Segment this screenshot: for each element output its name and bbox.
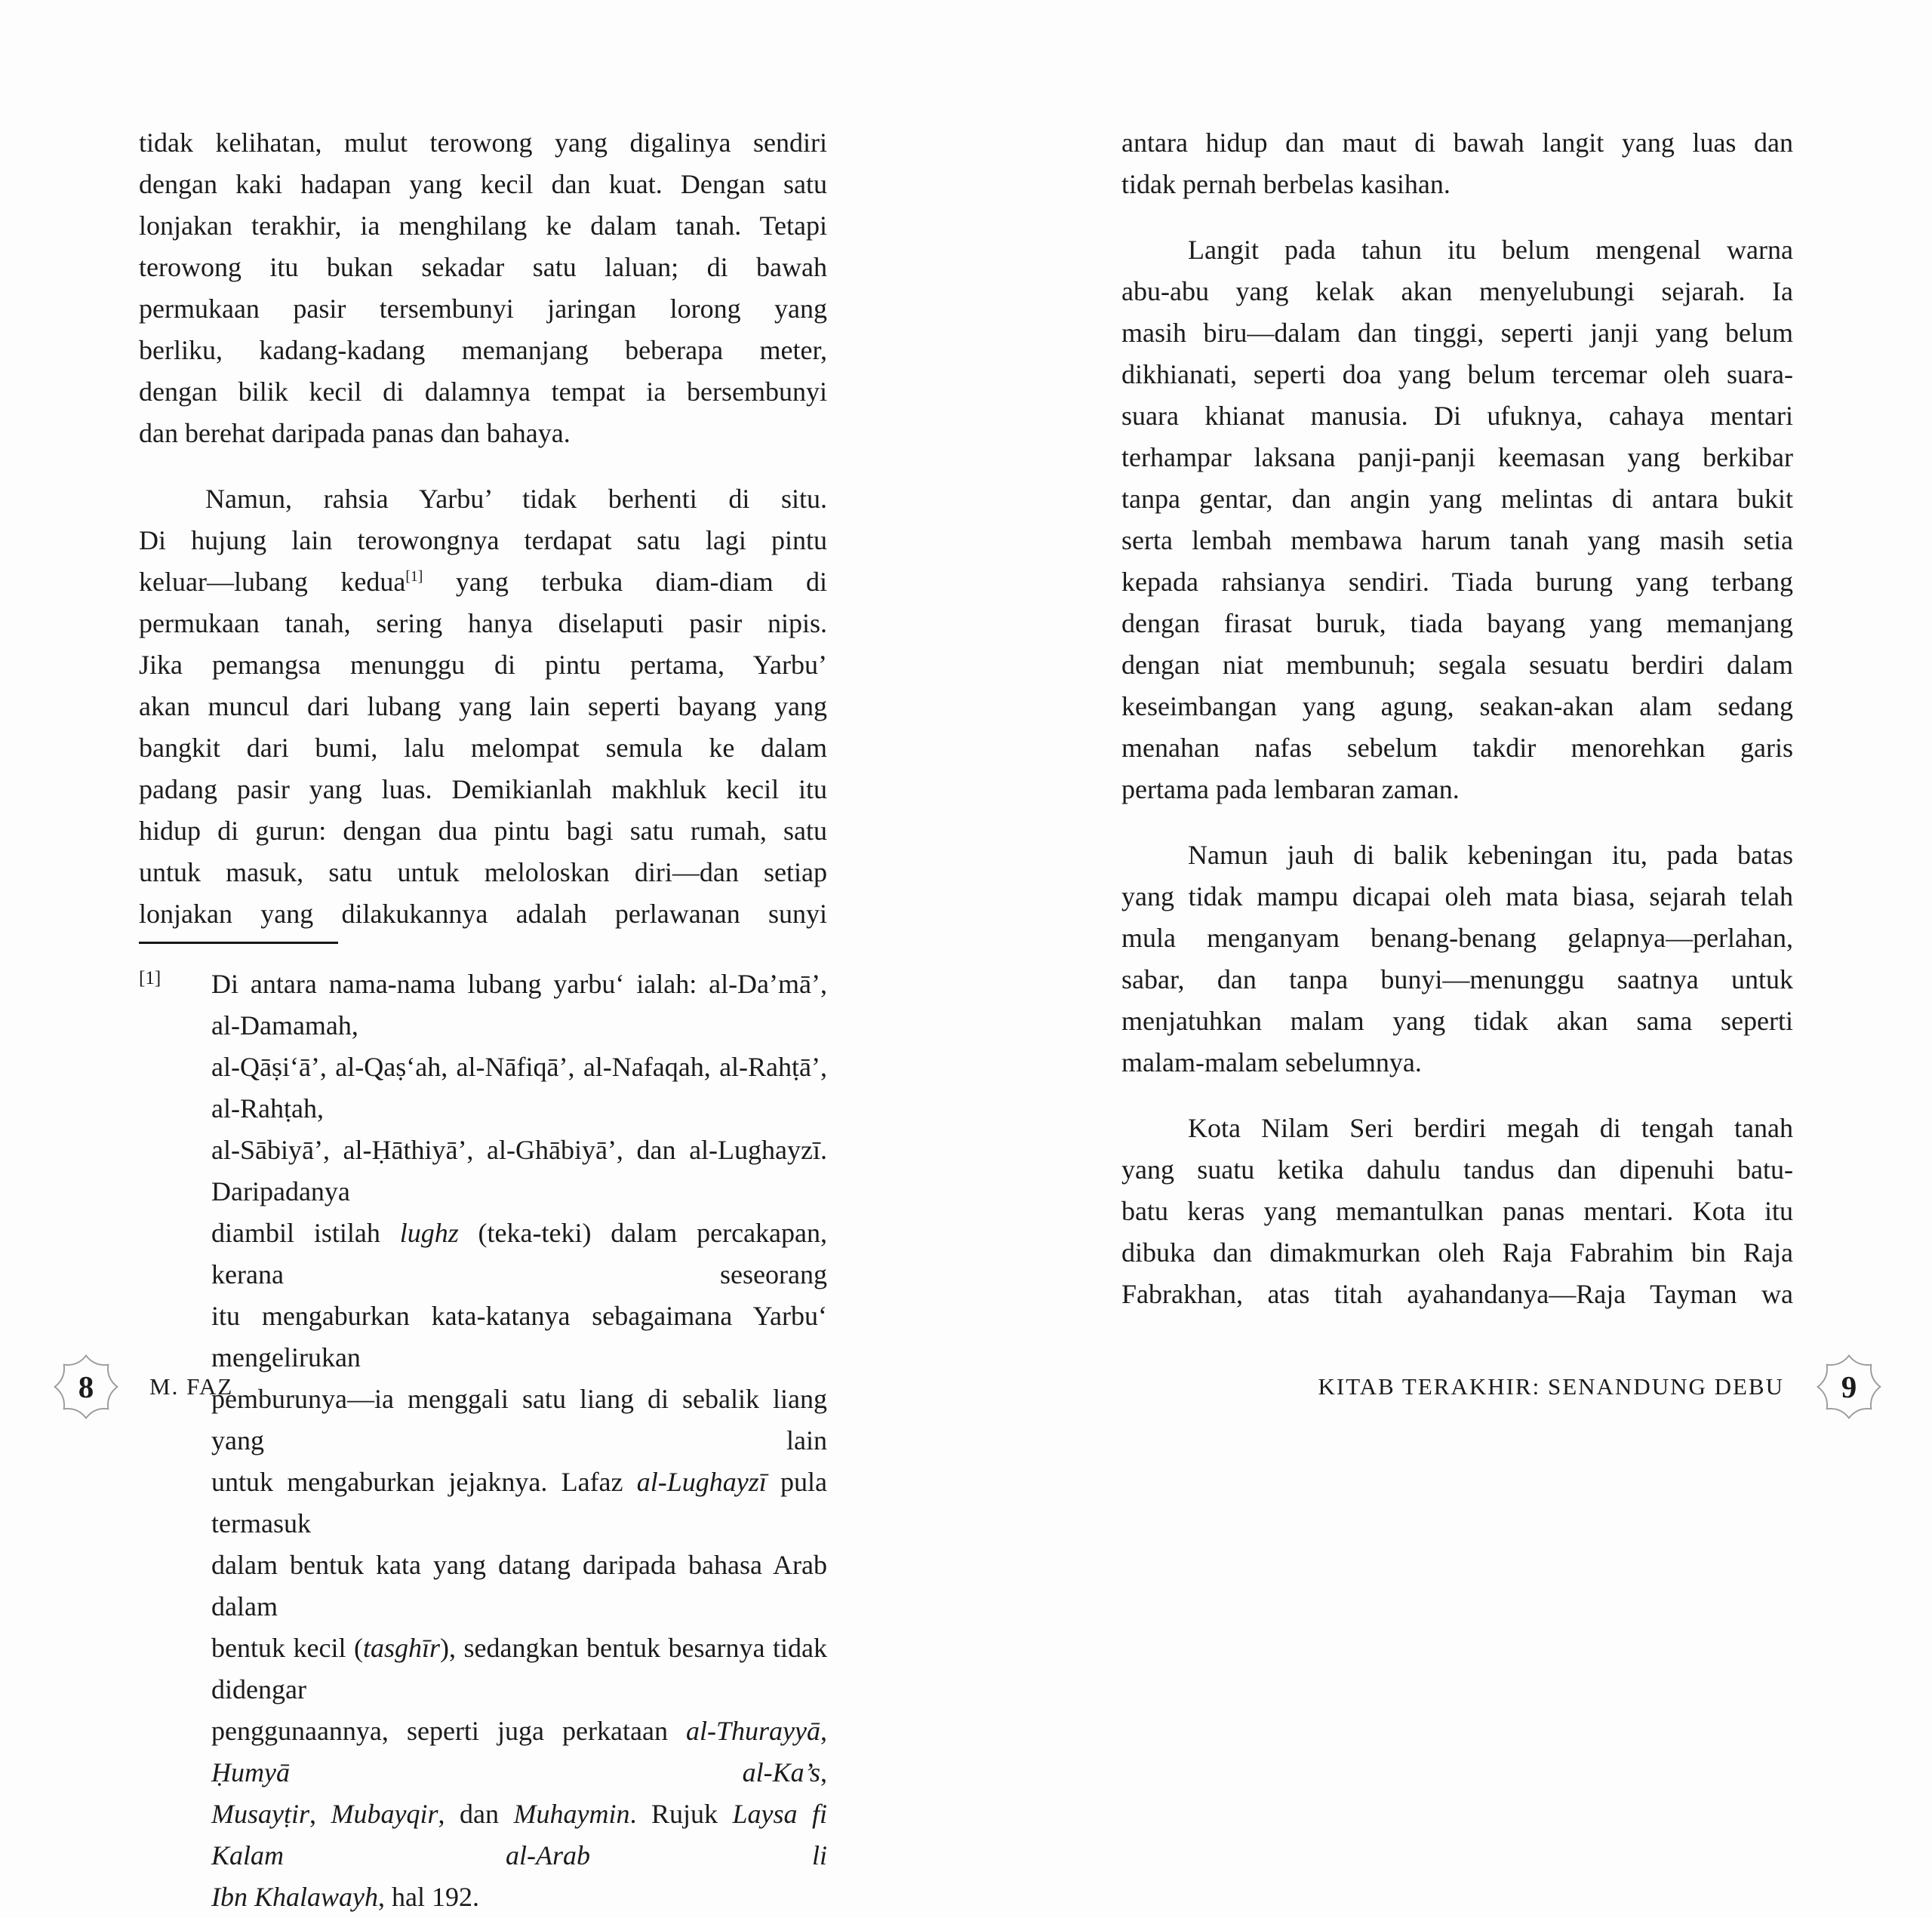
text-line: dengan niat membunuh; segala sesuatu berdiri dalam (1121, 650, 1793, 680)
text-line: tidak kelihatan, mulut terowong yang digalinya sendiri (139, 128, 827, 158)
text-line: pemburunya—ia menggali satu liang di sebalik liang yang lain (211, 1384, 827, 1455)
text-line: padang pasir yang luas. Demikianlah makhluk kecil itu (139, 774, 827, 804)
footnote-marker: [1] (139, 968, 162, 988)
text-line: permukaan tanah, sering hanya diselaputi pasir nipis. (139, 608, 827, 638)
text-line: dan berehat daripada panas dan bahaya. (139, 418, 571, 448)
text-line: dengan kaki hadapan yang kecil dan kuat. Dengan satu (139, 169, 827, 199)
text-line: berliku, kadang-kadang memanjang beberapa meter, (139, 335, 827, 365)
paragraph (139, 478, 827, 935)
text-line: malam-malam sebelumnya. (1121, 1047, 1422, 1077)
page-number-right: 9 (1841, 1369, 1857, 1404)
text-line: suara khianat manusia. Di ufuknya, cahaya mentari (1121, 401, 1793, 431)
text-line: dibuka dan dimakmurkan oleh Raja Fabrahim bin Raja (1121, 1237, 1793, 1268)
text-line: untuk masuk, satu untuk meloloskan diri—dan setiap (139, 857, 827, 887)
text-line: tidak pernah berbelas kasihan. (1121, 169, 1451, 199)
text-line: yang tidak mampu dicapai oleh mata biasa, sejarah telah (1121, 881, 1793, 911)
page-number-badge-left (51, 1352, 121, 1422)
text-line: Jika pemangsa menunggu di pintu pertama, Yarbu’ (139, 650, 827, 680)
text-line: Ibn Khalawayh, hal 192. (211, 1882, 479, 1912)
text-line: yang suatu ketika dahulu tandus dan dipenuhi batu- (1121, 1154, 1793, 1185)
text-line: sabar, dan tanpa bunyi—menunggu saatnya untuk (1121, 964, 1793, 994)
paragraph (139, 122, 827, 454)
footnote-divider (139, 942, 338, 944)
text-line: Di hujung lain terowongnya terdapat satu lagi pintu (139, 525, 827, 555)
text-line: dikhianati, seperti doa yang belum tercemar oleh suara- (1121, 359, 1793, 389)
footnote-section (139, 942, 827, 1918)
text-line: al-Sābiyā’, al-Ḥāthiyā’, al-Ghābiyā’, dan al-Lughayzī. Daripadanya (211, 1135, 827, 1206)
text-line: Langit pada tahun itu belum mengenal warna (1188, 235, 1793, 265)
text-line: dalam bentuk kata yang datang daripada bahasa Arab dalam (211, 1550, 827, 1621)
paragraph (1121, 835, 1793, 1083)
text-line: lonjakan yang dilakukannya adalah perlawanan sunyi (139, 899, 827, 929)
running-head-title: KITAB TERAKHIR: SENANDUNG DEBU (1318, 1373, 1784, 1400)
paragraph (1121, 229, 1793, 810)
text-line: batu keras yang memantulkan panas mentari. Kota itu (1121, 1196, 1793, 1226)
text-line: mula menganyam benang-benang gelapnya—perlahan, (1121, 923, 1793, 953)
page-number-badge-right (1814, 1352, 1884, 1422)
page-number-left: 8 (78, 1369, 94, 1404)
paragraph (211, 964, 827, 1918)
text-line: menjatuhkan malam yang tidak akan sama seperti (1121, 1006, 1793, 1036)
text-line: penggunaannya, seperti juga perkataan al-Thurayyā, Ḥumyā al-Ka’s, (211, 1716, 827, 1787)
text-line: serta lembah membawa harum tanah yang masih setia (1121, 525, 1793, 555)
text-line: pertama pada lembaran zaman. (1121, 774, 1460, 804)
text-line: Fabrakhan, atas titah ayahandanya—Raja Tayman wa (1121, 1279, 1793, 1309)
text-line: permukaan pasir tersembunyi jaringan lorong yang (139, 294, 827, 324)
running-head-author: M. FAZ (149, 1373, 234, 1400)
text-line: antara hidup dan maut di bawah langit yang luas dan (1121, 128, 1793, 158)
text-line: Kota Nilam Seri berdiri megah di tengah tanah (1188, 1113, 1793, 1143)
footnote-text (211, 964, 827, 1918)
text-line: keseimbangan yang agung, seakan-akan alam sedang (1121, 691, 1793, 721)
text-line: dengan bilik kecil di dalamnya tempat ia bersembunyi (139, 377, 827, 407)
right-page-body (1121, 122, 1793, 1315)
text-line: bangkit dari bumi, lalu melompat semula ke dalam (139, 733, 827, 763)
text-line: abu-abu yang kelak akan menyelubungi sejarah. Ia (1121, 276, 1793, 306)
text-line: hidup di gurun: dengan dua pintu bagi satu rumah, satu (139, 816, 827, 846)
text-line: keluar—lubang kedua[1] yang terbuka diam-diam di (139, 567, 827, 597)
paragraph (1121, 122, 1793, 205)
footnote (139, 964, 827, 1918)
text-line: untuk mengaburkan jejaknya. Lafaz al-Lughayzī pula termasuk (211, 1467, 828, 1538)
left-page-body (139, 122, 827, 935)
text-line: Namun, rahsia Yarbu’ tidak berhenti di situ. (205, 484, 827, 514)
text-line: itu mengaburkan kata-katanya sebagaimana Yarbu‘ mengelirukan (211, 1301, 827, 1372)
text-line: Namun jauh di balik kebeningan itu, pada batas (1188, 840, 1793, 870)
text-line: al-Qāṣi‘ā’, al-Qaṣ‘ah, al-Nāfiqā’, al-Nafaqah, al-Rahṭā’, al-Rahṭah, (211, 1052, 827, 1123)
text-line: Musayṭir, Mubayqir, dan Muhaymin. Rujuk Laysa fi Kalam al-Arab li (211, 1799, 828, 1870)
text-line: terhampar laksana panji-panji keemasan yang berkibar (1121, 442, 1793, 472)
text-line: tanpa gentar, dan angin yang melintas di antara bukit (1121, 484, 1793, 514)
text-line: diambil istilah lughz (teka-teki) dalam percakapan, kerana seseorang (211, 1218, 828, 1289)
text-line: Di antara nama-nama lubang yarbu‘ ialah: al-Da’mā’, al-Damamah, (211, 969, 827, 1040)
text-line: kepada rahsianya sendiri. Tiada burung yang terbang (1121, 567, 1793, 597)
text-line: masih biru—dalam dan tinggi, seperti janji yang belum (1121, 318, 1793, 348)
text-line: terowong itu bukan sekadar satu laluan; di bawah (139, 252, 827, 282)
text-line: bentuk kecil (tasghīr), sedangkan bentuk besarnya tidak didengar (211, 1633, 827, 1704)
text-line: menahan nafas sebelum takdir menorehkan garis (1121, 733, 1793, 763)
text-line: dengan firasat buruk, tiada bayang yang memanjang (1121, 608, 1793, 638)
paragraph (1121, 1108, 1793, 1315)
text-line: akan muncul dari lubang yang lain seperti bayang yang (139, 691, 827, 721)
footer-right (1318, 1352, 1884, 1422)
footer-left (51, 1352, 233, 1422)
text-line: lonjakan terakhir, ia menghilang ke dalam tanah. Tetapi (139, 211, 827, 241)
